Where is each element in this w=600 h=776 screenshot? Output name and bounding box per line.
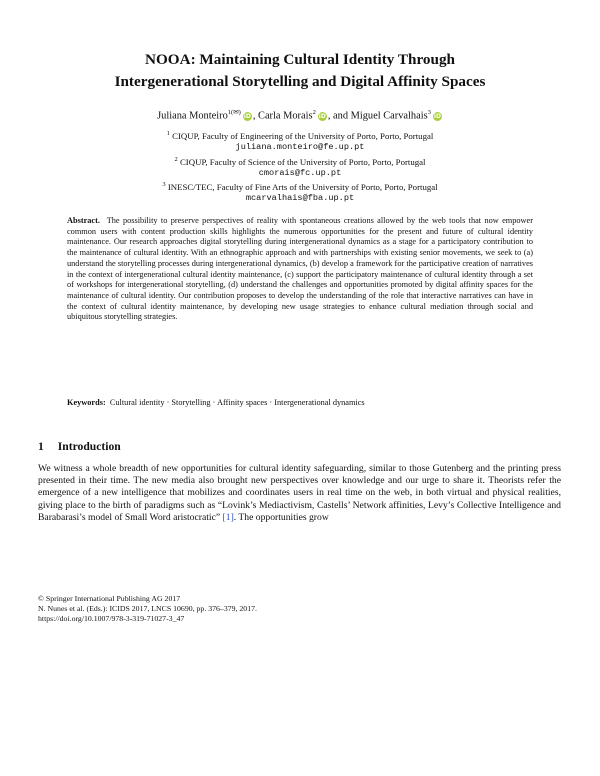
title-line-1: NOOA: Maintaining Cultural Identity Through bbox=[145, 51, 455, 68]
editors-line: N. Nunes et al. (Eds.): ICIDS 2017, LNCS 10690, pp. 376–379, 2017. bbox=[38, 604, 257, 614]
orcid-icon[interactable]: iD bbox=[243, 112, 251, 120]
affiliation bbox=[0, 128, 600, 142]
author-affil-mark: 2 bbox=[312, 109, 316, 116]
author-separator: , bbox=[252, 110, 259, 122]
section-heading bbox=[38, 440, 121, 453]
keywords-label: Keywords: bbox=[67, 398, 106, 407]
author-affil-mark: 1(✉) bbox=[227, 109, 241, 116]
abstract-label: Abstract. bbox=[67, 216, 100, 225]
author-name: Carla Morais bbox=[258, 110, 313, 122]
doi-link[interactable]: https://doi.org/10.1007/978-3-319-71027-3_47 bbox=[38, 614, 185, 624]
section-title: Introduction bbox=[57, 440, 121, 453]
affiliation-number: 2 bbox=[174, 155, 178, 163]
paper-title bbox=[0, 49, 600, 93]
affiliation bbox=[0, 154, 600, 168]
affiliation-number: 1 bbox=[166, 130, 170, 137]
author-name: Juliana Monteiro bbox=[157, 110, 228, 122]
affiliation-email[interactable]: mcarvalhais@fba.up.pt bbox=[245, 193, 355, 204]
affiliation-email[interactable]: cmorais@fc.up.pt bbox=[258, 167, 342, 178]
affiliation-text: CIQUP, Faculty of Science of the University of Porto, Porto, Portugal bbox=[179, 156, 426, 167]
keywords bbox=[67, 398, 533, 409]
author-name: Miguel Carvalhais bbox=[350, 110, 428, 122]
author-affil-mark: 3 bbox=[427, 109, 431, 116]
orcid-icon[interactable]: iD bbox=[433, 112, 441, 120]
copyright-line: © Springer International Publishing AG 2017 bbox=[38, 594, 181, 603]
abstract bbox=[67, 216, 533, 323]
affiliations bbox=[0, 128, 600, 205]
section-number: 1 bbox=[38, 440, 44, 453]
affiliation-text: INESC/TEC, Faculty of Fine Arts of the University of Porto, Porto, Portugal bbox=[167, 181, 438, 192]
intro-text: We witness a whole breadth of new opportunities for cultural identity safeguarding, similar to those Gutenberg and the printing press presented in their time. The new media also brought new perspectives over knowledge and our urge to share it. Theorists refer the emergence of a new intelligence that mobilizes and coordinates users in real time on the web, in both virtual and physical realities, giving place to the birth of paradigms such as “Lovink’s Mediactivism, Castells’ Network affinities, Levy’s Collective Intelligence and Barabarasi’s model of Small Word aristocratic” bbox=[38, 463, 561, 523]
copyright-footer bbox=[38, 594, 257, 625]
intro-paragraph bbox=[38, 463, 561, 524]
affiliation bbox=[0, 179, 600, 193]
citation-link[interactable]: [1] bbox=[222, 511, 234, 523]
title-line-2: Intergenerational Storytelling and Digital Affinity Spaces bbox=[114, 73, 486, 90]
intro-text-end: . The opportunities grow bbox=[233, 511, 329, 523]
abstract-text: The possibility to preserve perspectives of reality with spontaneous creations allowed by the web tools that now empower common users with content production skills highlights the numerous opportunities for the present and future of cultural identity maintenance. Our research approaches digital storytelling during intergenerational dynamics as a stage for a participatory contribution to the maintenance of cultural identity. With an ethnographic approach and with partnerships with existing senior movements, we seek to (a) understand the storytelling processes during intergenerational dynamics, (b) develop a framework for the participative creation of narratives in the context of intergenerational cultural identity maintenance, (c) support the participatory maintenance of cultural identity through a set of workshops for intergenerational storytelling, (d) understand the challenges and opportunities promoted by digital affinity spaces for the maintenance of cultural identity. Our contribution proposes to develop the understanding of the role that interactive narratives can have in the context of cultural identity maintenance, by developing new usage strategies to enhance cultural mediation through social and ubiquitous storytelling strategies. bbox=[67, 216, 533, 322]
author-list bbox=[0, 108, 600, 121]
keywords-text: Cultural identity · Storytelling · Affinity spaces · Intergenerational dynamics bbox=[109, 398, 365, 407]
affiliation-text: CIQUP, Faculty of Engineering of the University of Porto, Porto, Portugal bbox=[172, 130, 434, 141]
affiliation-email[interactable]: juliana.monteiro@fe.up.pt bbox=[235, 142, 365, 153]
orcid-icon[interactable]: iD bbox=[318, 112, 326, 120]
affiliation-number: 3 bbox=[162, 181, 166, 189]
author-separator: , and bbox=[327, 110, 351, 122]
